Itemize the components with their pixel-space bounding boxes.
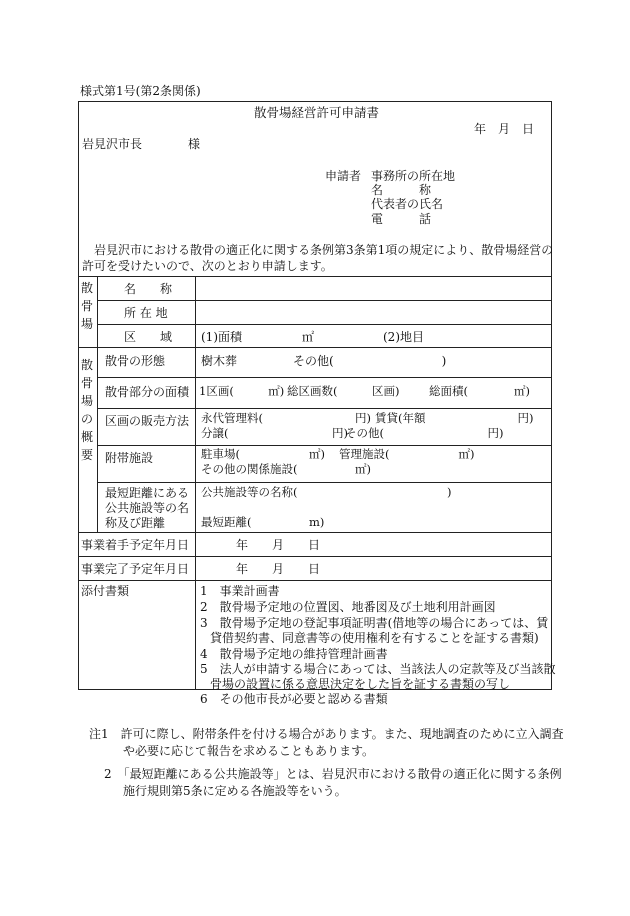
note-1-line-2: や必要に応じて報告を求めることもあります。 <box>123 744 375 758</box>
nearest-label-1: 最短距離にある <box>105 486 190 500</box>
applicant-representative-label: 代表者の氏名 <box>371 197 444 211</box>
plot-value-count: 総区画数( 区画) <box>287 384 400 398</box>
sale-value-sale: 分譲( 円) <box>201 426 348 440</box>
note-1-line-1: 注1 許可に際し、附帯条件を付ける場合があります。また、現地調査のために立入調査 <box>89 727 564 741</box>
start-date-value: 年 月 日 <box>236 538 321 552</box>
start-date-label: 事業着手予定年月日 <box>81 538 190 552</box>
plot-area-label: 散骨部分の面積 <box>105 385 190 399</box>
nearest-facility-name: 公共施設等の名称( ) <box>201 485 452 499</box>
site-name-label: 名 称 <box>124 282 173 296</box>
sale-method-label: 区画の販売方法 <box>105 414 190 428</box>
intro-line-1: 岩見沢市における散骨の適正化に関する条例第3条第1項の規定により、散骨場経営の <box>94 243 554 257</box>
nearest-label-3: 称及び距離 <box>105 516 166 530</box>
note-2-line-2: 施行規則第5条に定める各施設等をいう。 <box>123 784 347 798</box>
overview-vertical-label: 散 骨 場 の 概 要 <box>81 358 94 462</box>
attachments-label: 添付書類 <box>81 584 130 598</box>
honorific: 様 <box>188 137 201 151</box>
attachment-item: 1 事業計画書 <box>200 584 280 598</box>
applicant-label: 申請者 <box>325 169 362 183</box>
end-date-label: 事業完了予定年月日 <box>81 562 190 576</box>
form-number: 様式第1号(第2条関係) <box>80 84 201 98</box>
nearest-distance: 最短距離( m) <box>201 515 325 529</box>
plot-value-total: 総面積( ㎡) <box>429 384 530 398</box>
form-title: 散骨場経営許可申請書 <box>254 105 380 120</box>
facility-parking: 駐車場( ㎡) <box>201 447 325 461</box>
applicant-phone-label: 電 話 <box>371 212 432 226</box>
applicant-name-label: 名 称 <box>371 183 432 197</box>
site-land-value: (2)地目 <box>383 330 424 344</box>
note-2-line-1: 2 「最短距離にある公共施設等」とは、岩見沢市における散骨の適正化に関する条例 <box>104 767 562 781</box>
form-value-other: その他( ) <box>293 354 447 368</box>
site-area-label: 区 域 <box>124 330 173 344</box>
sale-value-rent: 賃貸(年額 円) <box>375 411 534 425</box>
date-line: 年 月 日 <box>474 122 535 136</box>
attachment-item: 骨場の設置に係る意思決定をした旨を証する書類の写し <box>210 677 511 691</box>
plot-value-unit: 1区画( ㎡) <box>199 384 285 398</box>
attachment-item: 2 散骨場予定地の位置図、地番図及び土地利用計画図 <box>200 600 496 614</box>
attachment-item: 貸借契約書、同意書等の使用権利を有することを証する書類) <box>210 631 539 645</box>
facility-management: 管理施設( ㎡) <box>339 447 475 461</box>
intro-line-2: 許可を受けたいので、次のとおり申請します。 <box>82 259 333 273</box>
sale-value-other: その他( 円) <box>345 426 504 440</box>
nearest-label-2: 公共施設等の名 <box>105 501 190 515</box>
form-value-tree: 樹木葬 <box>201 354 238 368</box>
site-area-value: (1)面積 ㎡ <box>201 330 314 344</box>
addressee: 岩見沢市長 <box>82 137 143 151</box>
attachment-item: 5 法人が申請する場合にあっては、当該法人の定款等及び当該散 <box>200 662 556 676</box>
sale-value-perpetual: 永代管理料( 円) <box>201 411 371 425</box>
site-vertical-label: 散 骨 場 <box>81 281 94 331</box>
attachment-item: 4 散骨場予定地の維持管理計画書 <box>200 647 388 661</box>
applicant-address-label: 事務所の所在地 <box>371 169 456 183</box>
facility-other: その他の関係施設( ㎡) <box>201 462 371 476</box>
facility-label: 附帯施設 <box>105 451 154 465</box>
attachment-item: 3 散骨場予定地の登記事項証明書(借地等の場合にあっては、賃 <box>200 616 549 630</box>
attachment-item: 6 その他市長が必要と認める書類 <box>200 692 388 706</box>
form-label: 散骨の形態 <box>105 354 166 368</box>
end-date-value: 年 月 日 <box>236 562 321 576</box>
site-location-label: 所 在 地 <box>124 306 168 320</box>
